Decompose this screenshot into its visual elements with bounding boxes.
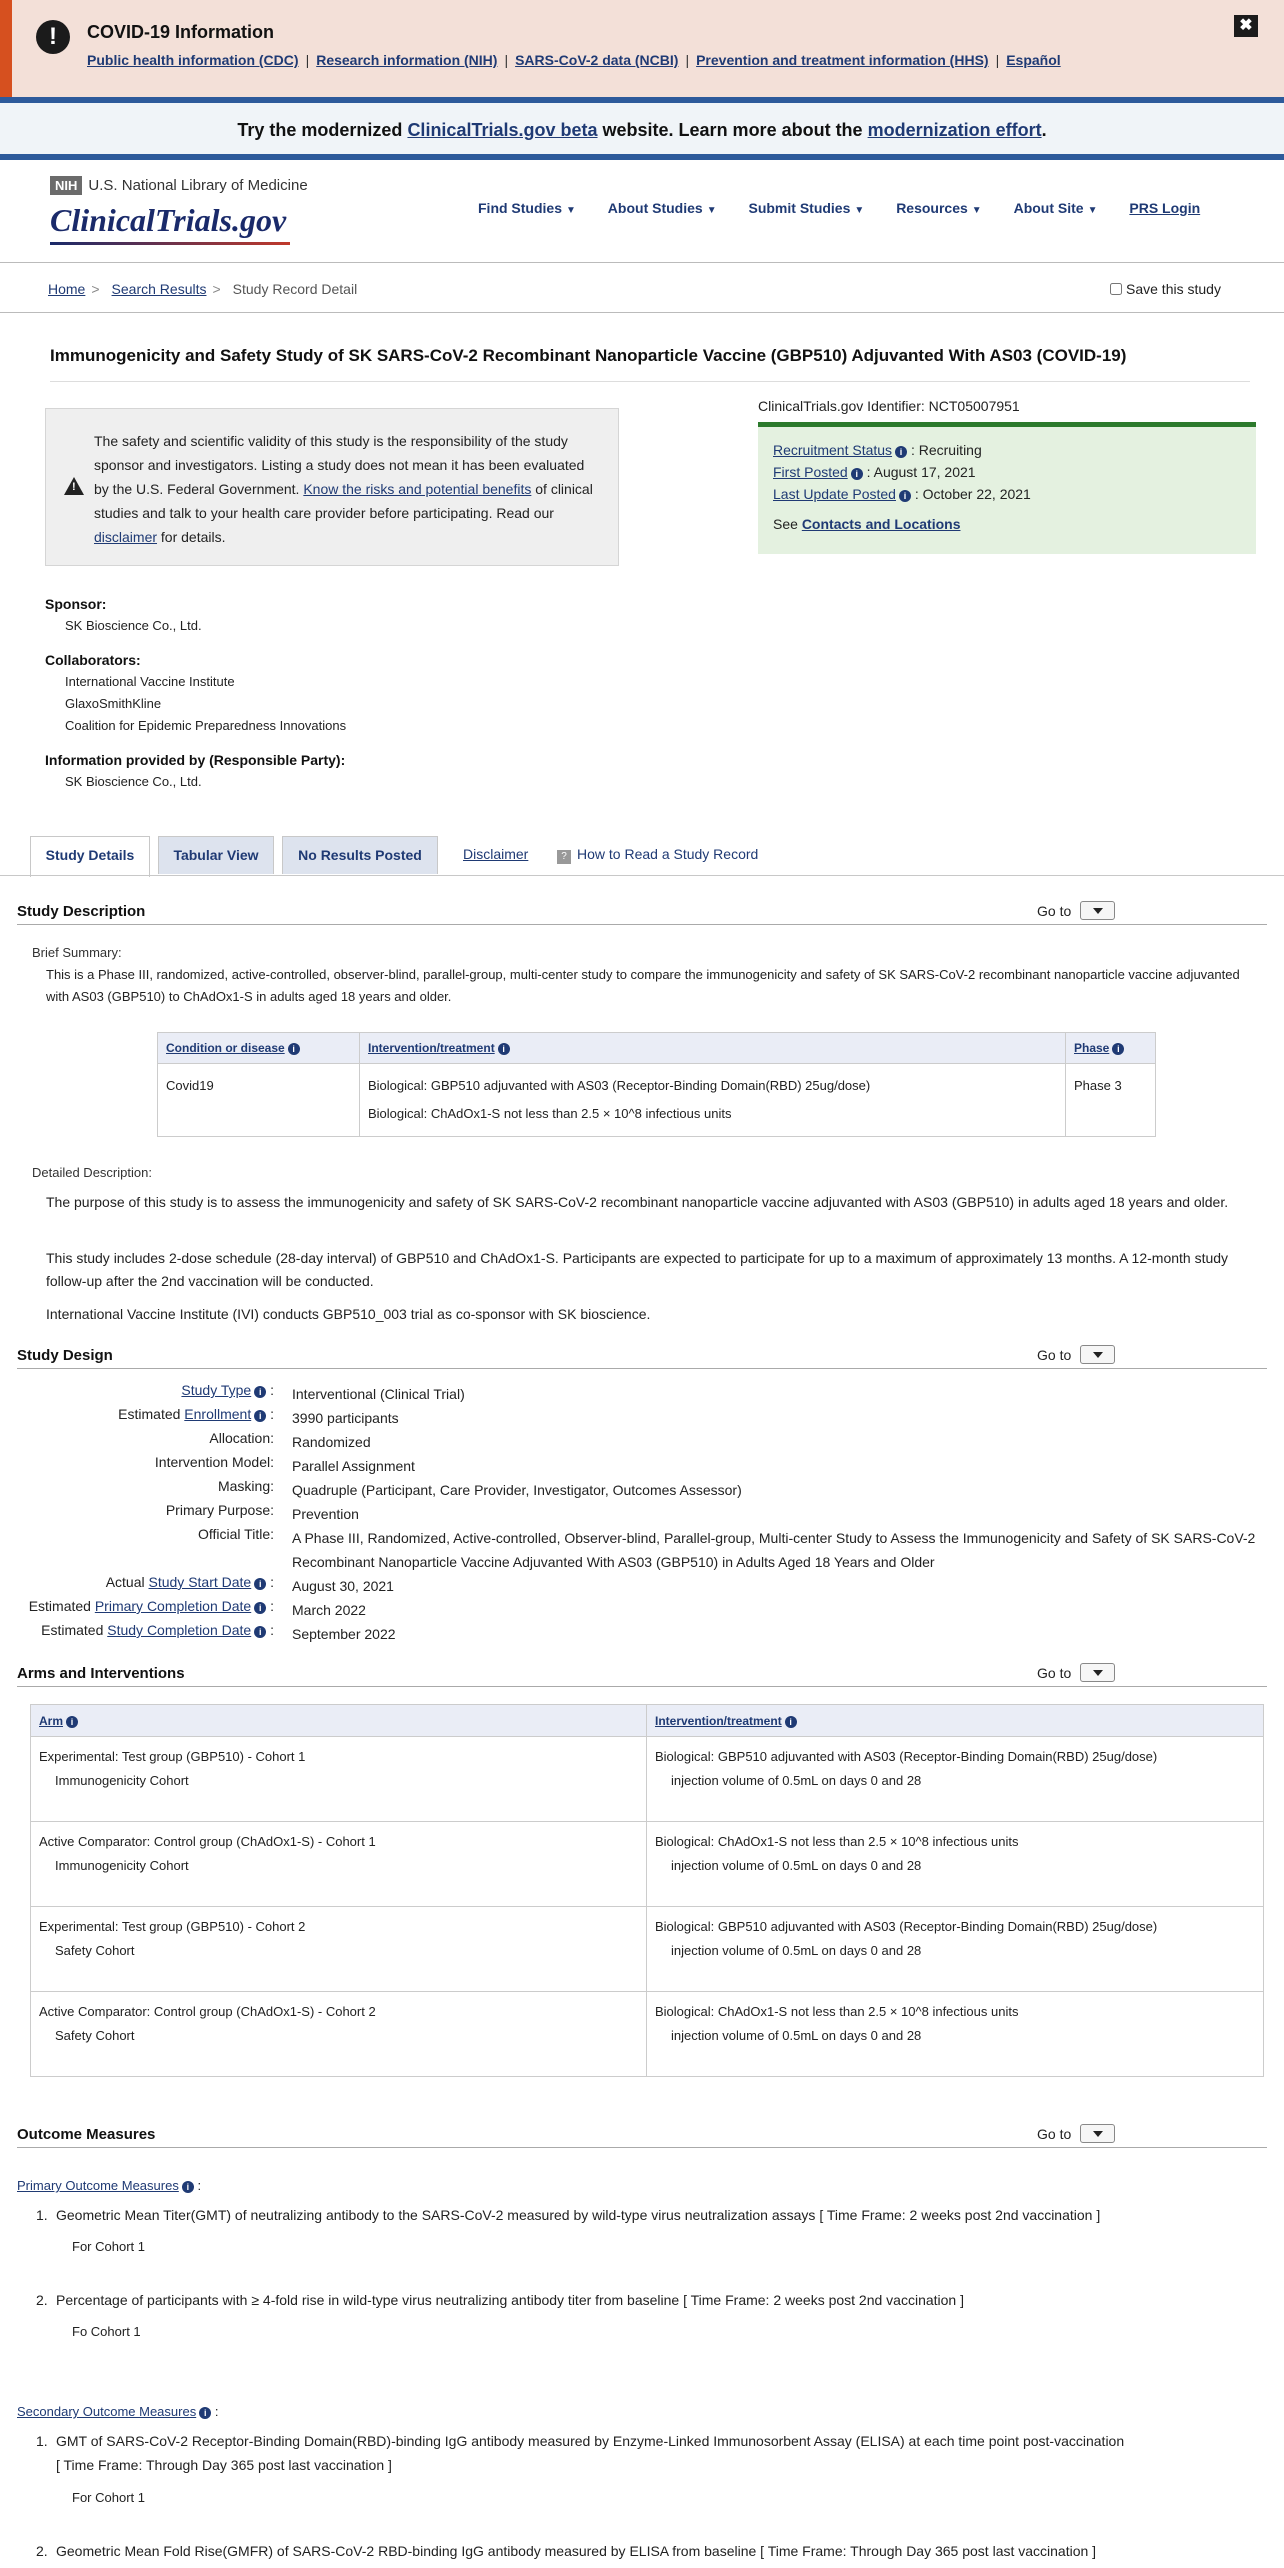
design-value: September 2022	[292, 1626, 396, 1642]
link-ncbi[interactable]: SARS-CoV-2 data (NCBI)	[515, 52, 679, 68]
table-header	[31, 1705, 647, 1737]
nav-submit-studies[interactable]	[748, 200, 864, 216]
header-label[interactable]: Intervention/treatment	[655, 1713, 782, 1728]
chevron-right-icon: >	[212, 281, 221, 297]
covid-links: Public health information (CDC) | Research information (NIH) | SARS-CoV-2 data (NCBI) | Prevention and treatment information (HHS) | Español	[87, 52, 1061, 68]
prs-login-link[interactable]: PRS Login	[1129, 200, 1201, 216]
intervention-cell	[647, 1907, 1264, 1992]
intervention-label: Biological: ChAdOx1-S not less than 2.5 × 10^8 infectious units	[655, 2004, 1019, 2019]
detailed-description-label: Detailed Description:	[32, 1165, 152, 1180]
covid-title: COVID-19 Information	[87, 22, 275, 42]
save-study-checkbox[interactable]	[1110, 283, 1122, 295]
brief-summary-label: Brief Summary:	[32, 945, 122, 960]
last-update-link[interactable]: Last Update Posted	[773, 486, 896, 502]
design-value: Randomized	[292, 1434, 371, 1450]
divider	[0, 312, 1284, 313]
intervention-cell	[647, 1737, 1264, 1822]
info-icon[interactable]: i	[254, 1602, 266, 1614]
warning-icon: !	[64, 477, 84, 495]
divider	[0, 262, 1284, 263]
beta-link[interactable]: ClinicalTrials.gov beta	[407, 120, 598, 140]
key-prefix: Actual	[105, 1574, 149, 1590]
table-header	[647, 1705, 1264, 1737]
arm-description: Immunogenicity Cohort	[55, 1773, 189, 1788]
secondary-outcomes-link[interactable]: Secondary Outcome Measures	[17, 2404, 197, 2419]
info-icon[interactable]: i	[785, 1716, 797, 1728]
breadcrumb-search-results[interactable]: Search Results	[111, 281, 207, 297]
conditions-table	[157, 1032, 1156, 1137]
caret-down-icon: ▼	[1087, 205, 1098, 216]
table-row	[31, 1737, 1264, 1822]
chevron-right-icon: >	[91, 281, 100, 297]
info-icon[interactable]: i	[254, 1578, 266, 1590]
nav-about-studies[interactable]	[608, 200, 717, 216]
sponsor-label: Sponsor:	[45, 596, 107, 612]
nav-label: Resources	[896, 200, 968, 216]
outcome-number: 1.	[36, 2433, 48, 2449]
collaborator-item: International Vaccine Institute	[65, 674, 235, 689]
design-key: Primary Purpose:	[165, 1502, 274, 1518]
info-icon[interactable]: i	[288, 1043, 300, 1055]
arm-cell	[31, 1907, 647, 1992]
caret-down-icon: ▼	[971, 205, 982, 216]
goto-label: Go to	[1037, 2126, 1072, 2142]
condition-cell: Covid19	[158, 1064, 360, 1137]
design-key: Estimated Primary Completion Date i :	[28, 1598, 274, 1614]
detailed-paragraph: This study includes 2-dose schedule (28-day interval) of GBP510 and ChAdOx1-S. Participants are expected to participate for up to a maximum of approximately 13 months. A 12-month study follow-up after the 2nd vaccination will be conducted.	[46, 1250, 1229, 1289]
design-value: March 2022	[292, 1602, 366, 1618]
info-icon[interactable]: i	[899, 490, 911, 502]
contacts-link[interactable]: Contacts and Locations	[801, 516, 961, 532]
covid-banner	[0, 0, 1284, 97]
secondary-outcomes-label: Secondary Outcome Measures i :	[17, 2404, 219, 2419]
last-update-value: : October 22, 2021	[910, 486, 1031, 502]
info-icon[interactable]: i	[1112, 1043, 1124, 1055]
intervention-cell	[360, 1064, 1066, 1137]
nav-label: About Studies	[607, 200, 703, 216]
contacts-row	[773, 516, 961, 532]
outcome-description: For Cohort 1	[72, 2490, 145, 2505]
link-nih[interactable]: Research information (NIH)	[316, 52, 498, 68]
phase-cell: Phase 3	[1066, 1064, 1156, 1137]
section-heading: Study Design	[17, 1347, 113, 1364]
design-key: Intervention Model:	[154, 1454, 274, 1470]
link-cdc[interactable]: Public health information (CDC)	[87, 52, 299, 68]
nav-label: About Site	[1013, 200, 1084, 216]
tab-bar	[30, 836, 1230, 878]
disclaimer-text-1: The safety and scientific validity of this study is the responsibility of the study sponsor and investigators. Listing a study does not mean it has been evaluated by the U.S. Federal Government.	[94, 433, 585, 497]
key-prefix: Estimated	[118, 1406, 185, 1422]
intervention-item: Biological: GBP510 adjuvanted with AS03 (Receptor-Binding Domain(RBD) 25ug/dose)	[368, 1078, 871, 1093]
arm-cell	[31, 1737, 647, 1822]
info-icon[interactable]: i	[254, 1626, 266, 1638]
outcome-number: 1.	[36, 2207, 48, 2223]
design-value: Interventional (Clinical Trial)	[292, 1386, 465, 1402]
collaborator-item: Coalition for Epidemic Preparedness Innovations	[65, 718, 347, 733]
recruitment-status-link[interactable]: Recruitment Status	[773, 442, 893, 458]
beta-text-mid: website. Learn more about the	[597, 120, 868, 140]
key-prefix: Estimated	[41, 1622, 108, 1638]
outcome-number: 2.	[36, 2292, 48, 2308]
see-label: See	[773, 516, 802, 532]
outcome-text: GMT of SARS-CoV-2 Receptor-Binding Domain(RBD)-binding IgG antibody measured by Enzyme-Linked Immunosorbent Assay (ELISA) at each time point post-vaccination	[56, 2433, 1125, 2449]
design-value: Parallel Assignment	[292, 1458, 415, 1474]
first-posted	[773, 464, 976, 480]
arm-description: Immunogenicity Cohort	[55, 1858, 189, 1873]
goto-label: Go to	[1037, 1665, 1072, 1681]
design-value: A Phase III, Randomized, Active-controlled, Observer-blind, Parallel-group, Multi-center Study to Assess the Immunogenicity and Safety of SK SARS-CoV-2 Recombinant Nanoparticle Vaccine Adjuvanted With AS03 (GBP510) in Adults Aged 18 Years and Older	[292, 1530, 1256, 1570]
logo-underline	[50, 242, 290, 245]
goto-dropdown[interactable]	[1080, 1345, 1115, 1364]
intervention-description: injection volume of 0.5mL on days 0 and 28	[671, 1858, 922, 1873]
save-study-label: Save this study	[1126, 281, 1221, 297]
collaborators-label: Collaborators:	[45, 652, 141, 668]
intervention-cell	[647, 1992, 1264, 2077]
table-row	[158, 1064, 1156, 1137]
link-espanol[interactable]: Español	[1006, 52, 1061, 68]
tab-study-details[interactable]: Study Details	[30, 836, 150, 877]
info-icon[interactable]: i	[254, 1410, 266, 1422]
arm-description: Safety Cohort	[55, 2028, 135, 2043]
nlm-text: U.S. National Library of Medicine	[88, 177, 308, 194]
nav-find-studies[interactable]	[478, 200, 576, 216]
beta-text: Try the modernized	[237, 120, 408, 140]
divider	[50, 381, 1250, 382]
modernization-link[interactable]: modernization effort	[867, 120, 1042, 140]
key-link[interactable]: Study Type	[181, 1382, 252, 1398]
link-hhs[interactable]: Prevention and treatment information (HHS)	[696, 52, 989, 68]
intervention-item: Biological: ChAdOx1-S not less than 2.5 × 10^8 infectious units	[368, 1106, 732, 1121]
info-provided-label: Information provided by (Responsible Party):	[45, 752, 346, 768]
tab-baseline	[0, 875, 1284, 876]
how-to-read-label: How to Read a Study Record	[577, 846, 759, 862]
nlm-logo[interactable]	[50, 176, 308, 195]
identifier-label: ClinicalTrials.gov Identifier:	[758, 398, 929, 414]
logo-text: ClinicalTrials.gov	[50, 202, 287, 238]
section-heading: Outcome Measures	[17, 2126, 156, 2143]
info-icon[interactable]: i	[254, 1386, 266, 1398]
arm-label: Experimental: Test group (GBP510) - Cohort 2	[39, 1919, 306, 1934]
key-link[interactable]: Study Completion Date	[107, 1622, 252, 1638]
caret-down-icon: ▼	[706, 205, 717, 216]
status-box	[758, 422, 1256, 554]
outcome-timeframe: [ Time Frame: Through Day 365 post last vaccination ]	[56, 2457, 392, 2473]
disclaimer-box	[45, 408, 619, 566]
info-icon[interactable]: i	[182, 2181, 194, 2193]
info-icon[interactable]: i	[851, 468, 863, 480]
arm-label: Active Comparator: Control group (ChAdOx1-S) - Cohort 1	[39, 1834, 376, 1849]
table-row	[31, 1992, 1264, 2077]
arm-label: Active Comparator: Control group (ChAdOx1-S) - Cohort 2	[39, 2004, 376, 2019]
sponsor-value: SK Bioscience Co., Ltd.	[65, 618, 202, 633]
outcome-description: Fo Cohort 1	[72, 2324, 141, 2339]
disclaimer-text-3: for details.	[157, 529, 226, 545]
first-posted-value: : August 17, 2021	[862, 464, 976, 480]
intervention-label: Biological: GBP510 adjuvanted with AS03 (Receptor-Binding Domain(RBD) 25ug/dose)	[655, 1919, 1158, 1934]
risks-link[interactable]: Know the risks and potential benefits	[303, 481, 532, 497]
outcome-text: Percentage of participants with ≥ 4-fold rise in wild-type virus neutralizing antibody titer from baseline [ Time Frame: 2 weeks post 2nd vaccination ]	[56, 2292, 964, 2308]
collaborator-item: GlaxoSmithKline	[65, 696, 162, 711]
table-header	[1066, 1033, 1156, 1064]
design-key: Estimated Study Completion Date i :	[41, 1622, 274, 1638]
arm-description: Safety Cohort	[55, 1943, 135, 1958]
detailed-paragraph: International Vaccine Institute (IVI) conducts GBP510_003 trial as co-sponsor with SK bioscience.	[46, 1306, 651, 1322]
key-link[interactable]: Study Start Date	[148, 1574, 252, 1590]
table-header	[360, 1033, 1066, 1064]
header-label[interactable]: Intervention/treatment	[368, 1041, 495, 1055]
info-provided-value: SK Bioscience Co., Ltd.	[65, 774, 202, 789]
intervention-label: Biological: ChAdOx1-S not less than 2.5 × 10^8 infectious units	[655, 1834, 1019, 1849]
section-study-design	[17, 1347, 1267, 1369]
beta-text-end: .	[1041, 120, 1047, 140]
design-key: Estimated Enrollment i :	[118, 1406, 274, 1422]
section-study-description	[17, 903, 1267, 925]
table-row	[31, 1822, 1264, 1907]
caret-down-icon: ▼	[566, 205, 576, 216]
intervention-cell	[647, 1822, 1264, 1907]
intervention-description: injection volume of 0.5mL on days 0 and 28	[671, 1773, 922, 1788]
primary-outcomes-label: Primary Outcome Measures i :	[17, 2178, 202, 2193]
nih-badge: NIH	[50, 176, 82, 195]
section-outcome-measures	[17, 2126, 1267, 2148]
nav-label: Find Studies	[478, 200, 562, 216]
recruitment-status-value: : Recruiting	[907, 442, 982, 458]
goto-label: Go to	[1037, 903, 1072, 919]
goto-dropdown[interactable]	[1080, 1663, 1115, 1682]
design-key: Actual Study Start Date i :	[105, 1574, 274, 1590]
first-posted-link[interactable]: First Posted	[773, 464, 848, 480]
section-heading: Study Description	[17, 903, 146, 920]
caret-down-icon: ▼	[854, 205, 865, 216]
info-icon[interactable]: i	[199, 2407, 211, 2419]
arm-label: Experimental: Test group (GBP510) - Cohort 1	[39, 1749, 306, 1764]
outcome-text: Geometric Mean Titer(GMT) of neutralizing antibody to the SARS-CoV-2 measured by wild-type virus neutralization assays [ Time Frame: 2 weeks post 2nd vaccination ]	[56, 2207, 1101, 2223]
intervention-description: injection volume of 0.5mL on days 0 and 28	[671, 1943, 922, 1958]
breadcrumb	[48, 281, 357, 297]
tab-how-to-read[interactable]	[557, 846, 758, 864]
nav-label: Submit Studies	[748, 200, 851, 216]
disclaimer-link[interactable]: disclaimer	[94, 529, 158, 545]
design-value: Prevention	[292, 1506, 359, 1522]
disclaimer-text	[94, 429, 594, 549]
tab-no-results[interactable]: No Results Posted	[282, 836, 438, 874]
close-icon[interactable]: ✖	[1234, 15, 1258, 37]
alert-icon: !	[36, 20, 70, 54]
table-row	[31, 1907, 1264, 1992]
outcome-text: Geometric Mean Fold Rise(GMFR) of SARS-CoV-2 RBD-binding IgG antibody measured by ELISA from baseline [ Time Frame: Through Day 365 post last vaccination ]	[56, 2543, 1097, 2559]
intervention-label: Biological: GBP510 adjuvanted with AS03 (Receptor-Binding Domain(RBD) 25ug/dose)	[655, 1749, 1158, 1764]
arms-table	[30, 1704, 1264, 2077]
intervention-description: injection volume of 0.5mL on days 0 and 28	[671, 2028, 922, 2043]
outcome-description: For Cohort 1	[72, 2239, 145, 2254]
tab-disclaimer[interactable]: Disclaimer	[463, 846, 529, 862]
outcome-number: 2.	[36, 2543, 48, 2559]
design-key: Allocation:	[209, 1430, 274, 1446]
breadcrumb-home[interactable]: Home	[48, 281, 86, 297]
design-value: Quadruple (Participant, Care Provider, Investigator, Outcomes Assessor)	[292, 1482, 742, 1498]
beta-banner	[0, 97, 1284, 160]
identifier-value: NCT05007951	[928, 398, 1020, 414]
header-label[interactable]: Condition or disease	[166, 1041, 285, 1055]
nav-about-site[interactable]	[1014, 200, 1098, 216]
brief-summary: This is a Phase III, randomized, active-controlled, observer-blind, parallel-group, multi-center study to compare the immunogenicity and safety of SK SARS-CoV-2 recombinant nanoparticle vaccine adjuvanted with AS03 (GBP510) to ChAdOx1-S in adults aged 18 years and older.	[46, 967, 1240, 1004]
key-link[interactable]: Primary Completion Date	[94, 1598, 252, 1614]
design-value: August 30, 2021	[292, 1578, 394, 1594]
design-key: Official Title:	[198, 1526, 274, 1542]
goto-label: Go to	[1037, 1347, 1072, 1363]
main-nav	[478, 200, 1228, 216]
breadcrumb-current: Study Record Detail	[232, 281, 358, 297]
design-value: 3990 participants	[292, 1410, 399, 1426]
info-icon[interactable]: i	[895, 446, 907, 458]
info-icon[interactable]: i	[66, 1716, 78, 1728]
info-icon[interactable]: i	[498, 1043, 510, 1055]
goto-dropdown[interactable]	[1080, 2124, 1115, 2143]
nav-resources[interactable]	[896, 200, 982, 216]
table-header	[158, 1033, 360, 1064]
section-arms-interventions	[17, 1665, 1267, 1687]
goto-dropdown[interactable]	[1080, 901, 1115, 920]
design-key: Masking:	[217, 1478, 274, 1494]
identifier	[758, 398, 1020, 414]
section-heading: Arms and Interventions	[17, 1665, 185, 1682]
help-icon: ?	[557, 850, 571, 864]
header-label[interactable]: Phase	[1074, 1041, 1110, 1055]
site-logo[interactable]	[50, 202, 286, 239]
arm-cell	[31, 1822, 647, 1907]
header-label[interactable]: Arm	[39, 1713, 64, 1728]
detailed-paragraph: The purpose of this study is to assess the immunogenicity and safety of SK SARS-CoV-2 recombinant nanoparticle vaccine adjuvanted with AS03 (GBP510) in adults aged 18 years and older.	[46, 1194, 1229, 1210]
recruitment-status	[773, 442, 982, 458]
key-prefix: Estimated	[28, 1598, 95, 1614]
design-key: Study Type i :	[181, 1382, 274, 1398]
primary-outcomes-link[interactable]: Primary Outcome Measures	[17, 2178, 179, 2193]
tab-tabular-view[interactable]: Tabular View	[158, 836, 274, 874]
key-link[interactable]: Enrollment	[184, 1406, 252, 1422]
save-study[interactable]	[1110, 281, 1221, 297]
page-title: Immunogenicity and Safety Study of SK SARS-CoV-2 Recombinant Nanoparticle Vaccine (GBP510) Adjuvanted With AS03 (COVID-19)	[50, 346, 1127, 365]
disclaimer-text-2: of clinical studies and talk to your health care provider before participating. Read our	[94, 481, 593, 521]
arm-cell	[31, 1992, 647, 2077]
last-update	[773, 486, 1031, 502]
